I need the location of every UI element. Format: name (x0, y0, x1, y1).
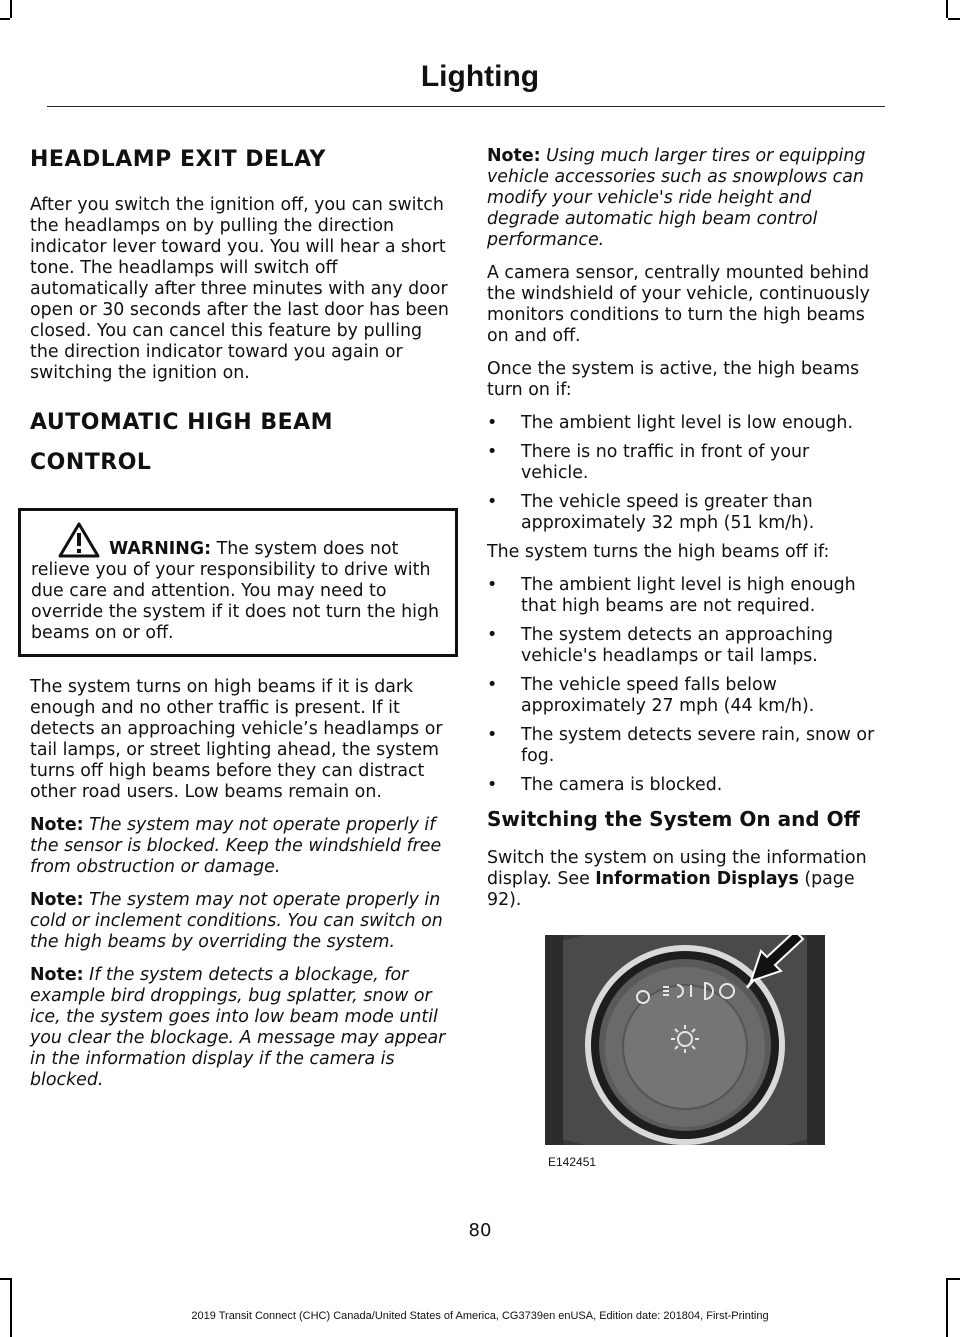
figure-code: E142451 (548, 1155, 597, 1169)
paragraph-exit-delay: After you switch the ignition off, you can switch the headlamps on by pulling the direction indicator lever toward you. You will hear a short tone. The headlamps will switch off automatically after three minutes with any door open or 30 seconds after the last door has been closed. You can cancel this feature by pulling the direction indicator toward you again or switching the ignition on. (30, 195, 449, 383)
warning-triangle-icon (57, 521, 101, 559)
note-label: Note: (30, 815, 84, 835)
list-item: • The vehicle speed falls below approximately 27 mph (44 km/h). (487, 675, 882, 717)
note-text: If the system detects a blockage, for example bird droppings, bug splatter, snow or ice, the system goes into low beam mode until you clear the blockage. A message may appear in the information display if the camera is blocked. (30, 965, 446, 1090)
heading-automatic-high-beam (30, 408, 450, 478)
note (30, 890, 450, 953)
subheading-switching-system: Switching the System On and Off (487, 807, 860, 831)
list-item: • The camera is blocked. (487, 775, 882, 796)
note-text: The system may not operate properly if the sensor is blocked. Keep the windshield free from obstruction or damage. (30, 815, 442, 877)
crop-mark (0, 1278, 10, 1280)
note-label: Note: (30, 890, 84, 910)
note-text: The system may not operate properly in cold or inclement conditions. You can switch on the high beams by overriding the system. (30, 890, 443, 952)
list-item: • The vehicle speed is greater than approximately 32 mph (51 km/h). (487, 492, 882, 534)
warning-label: WARNING: (109, 539, 212, 559)
list-item: • The system detects an approaching vehicle's headlamps or tail lamps. (487, 625, 882, 667)
headlamp-switch-illustration (545, 935, 825, 1145)
note-label: Note: (30, 965, 84, 985)
crop-mark (946, 1278, 948, 1337)
crop-mark (0, 18, 10, 20)
note-label: Note: (487, 146, 541, 166)
list-turn-off-conditions (487, 575, 882, 796)
left-column (30, 145, 450, 1103)
paragraph-high-beam-behavior: The system turns on high beams if it is dark enough and no other traffic is present. If it detects an approaching vehicle’s headlamps or tail lamps, or street lighting ahead, the system turns off high beams before they can distract other road users. Low beams remain on. (30, 677, 443, 802)
crop-mark (10, 0, 12, 18)
note (30, 965, 450, 1091)
warning-body: The system does not relieve you of your responsibility to drive with due care and attention. You may need to override the system if it does not turn the high beams on or off. (31, 539, 440, 643)
paragraph-switch-on (487, 848, 882, 911)
list-item: • The ambient light level is high enough that high beams are not required. (487, 575, 882, 617)
note-text: Using much larger tires or equipping vehicle accessories such as snowplows can modify your vehicle's ride height and degrade automatic high beam control performance. (487, 146, 866, 250)
list-turn-on-conditions (487, 413, 882, 534)
crop-mark (948, 18, 960, 20)
cross-reference-link[interactable]: Information Displays (595, 869, 799, 889)
section-title: Lighting (420, 60, 540, 93)
list-item: • The ambient light level is low enough. (487, 413, 882, 434)
heading-line: AUTOMATIC HIGH BEAM (30, 410, 334, 435)
right-column (487, 146, 882, 923)
crop-mark (946, 0, 948, 18)
paragraph-camera-sensor: A camera sensor, centrally mounted behind the windshield of your vehicle, continuously monitors conditions to turn the high beams on and off. (487, 263, 870, 346)
list-item: • The system detects severe rain, snow or fog. (487, 725, 882, 767)
note (30, 815, 450, 878)
warning-box (18, 508, 458, 657)
heading-line: CONTROL (30, 450, 152, 475)
text: (page 92). (487, 869, 855, 910)
paragraph-turn-on-if: Once the system is active, the high beams turn on if: (487, 359, 860, 400)
list-item: • There is no traffic in front of your vehicle. (487, 442, 882, 484)
crop-mark (10, 1278, 12, 1337)
header-rule (47, 106, 885, 107)
page-number: 80 (468, 1220, 492, 1241)
heading-headlamp-exit-delay: HEADLAMP EXIT DELAY (30, 147, 326, 172)
paragraph-turn-off-if: The system turns the high beams off if: (487, 542, 830, 562)
text: Switch the system on using the information display. See (487, 848, 867, 889)
footer-edition-info: 2019 Transit Connect (CHC) Canada/United States of America, CG3739en enUSA, Edition date: 201804, First-Printing (191, 1310, 769, 1322)
crop-mark (948, 1278, 960, 1280)
note (487, 146, 882, 251)
